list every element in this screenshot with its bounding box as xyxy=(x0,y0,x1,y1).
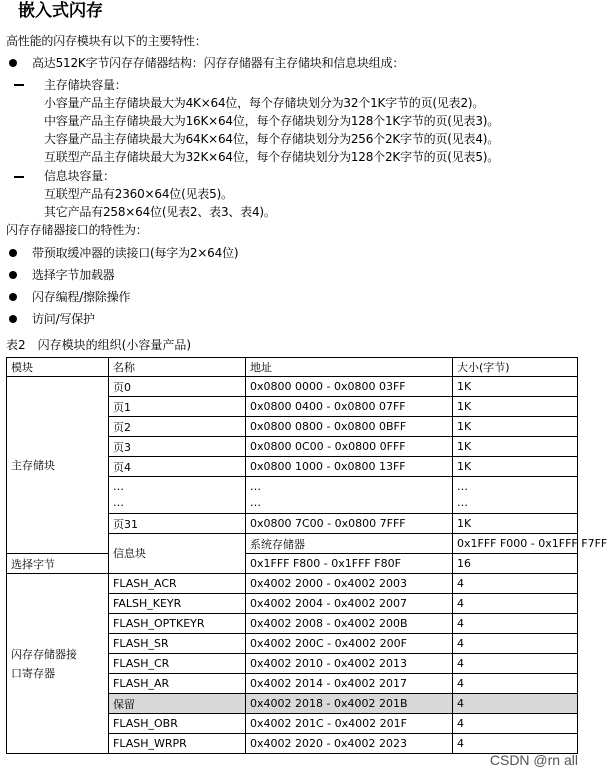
dash-icon xyxy=(14,176,24,178)
cell-name: FLASH_CR xyxy=(109,654,246,674)
main-block-line: 互联型产品主存储块最大为32K×64位，每个存储块划分为128个2K字节的页(见表5)。 xyxy=(44,150,500,164)
main-block-line: 大容量产品主存储块最大为64K×64位，每个存储块划分为256个2K字节的页(见表4)。 xyxy=(44,132,500,146)
cell-size: 4 xyxy=(453,654,578,674)
page-title: 嵌入式闪存 xyxy=(18,1,103,21)
feature-structure: 高达512K字节闪存存储器结构：闪存存储器有主存储块和信息块组成： xyxy=(32,56,405,70)
header-module: 模块 xyxy=(7,358,109,377)
cell-address xyxy=(246,477,453,514)
main-block-line: 小容量产品主存储块最大为4K×64位，每个存储块划分为32个1K字节的页(见表2)。 xyxy=(44,96,485,110)
interface-feature: 选择字节加载器 xyxy=(32,268,115,282)
cell-name: FLASH_ACR xyxy=(109,574,246,594)
cell-address: 0x0800 0400 - 0x0800 07FF xyxy=(246,397,453,417)
cell-name: FLASH_OBR xyxy=(109,714,246,734)
ellipsis: … xyxy=(113,480,124,493)
interface-intro: 闪存存储器接口的特性为： xyxy=(6,223,148,237)
cell-name: FLASH_WRPR xyxy=(109,734,246,754)
cell-address: 0x4002 2010 - 0x4002 2013 xyxy=(246,654,453,674)
cell-address: 0x4002 2004 - 0x4002 2007 xyxy=(246,594,453,614)
cell-size: 4 xyxy=(453,574,578,594)
interface-feature: 闪存编程/擦除操作 xyxy=(32,290,131,304)
ellipsis: … xyxy=(250,496,261,509)
cell-address: 0x1FFF F000 - 0x1FFF F7FF xyxy=(453,534,578,554)
cell-address: 0x4002 2020 - 0x4002 2023 xyxy=(246,734,453,754)
cell-size: 4 xyxy=(453,614,578,634)
watermark: CSDN @rn all xyxy=(489,752,578,768)
ellipsis: … xyxy=(113,496,124,509)
cell-address: 0x4002 2014 - 0x4002 2017 xyxy=(246,674,453,694)
header-address: 地址 xyxy=(246,358,453,377)
cell-size: 4 xyxy=(453,734,578,754)
cell-name: FLASH_SR xyxy=(109,634,246,654)
group-interface-registers: 闪存存储器接口寄存器 xyxy=(7,574,109,754)
cell-name: 选择字节 xyxy=(7,554,109,574)
cell-size: 1K xyxy=(453,397,578,417)
cell-name: 页4 xyxy=(109,457,246,477)
cell-address: 0x4002 2018 - 0x4002 201B xyxy=(246,694,453,714)
cell-name: 页2 xyxy=(109,417,246,437)
bullet-icon xyxy=(9,293,17,301)
table-caption: 表2 闪存模块的组织(小容量产品) xyxy=(6,338,191,352)
ellipsis: … xyxy=(457,480,468,493)
cell-size: 4 xyxy=(453,694,578,714)
cell-size: 1K xyxy=(453,437,578,457)
cell-size: 1K xyxy=(453,514,578,534)
cell-address: 0x0800 0800 - 0x0800 0BFF xyxy=(246,417,453,437)
cell-name: 保留 xyxy=(109,694,246,714)
table-row xyxy=(7,574,578,594)
interface-feature: 带预取缓冲器的读接口(每字为2×64位) xyxy=(32,246,239,260)
cell-size: 4 xyxy=(453,634,578,654)
cell-address: 0x4002 200C - 0x4002 200F xyxy=(246,634,453,654)
ellipsis: … xyxy=(457,496,468,509)
table-header-row xyxy=(7,358,578,377)
cell-name: FALSH_KEYR xyxy=(109,594,246,614)
bullet-icon xyxy=(9,59,17,67)
cell-name: 页0 xyxy=(109,377,246,397)
cell-size: 1K xyxy=(453,417,578,437)
group-main-block: 主存储块 xyxy=(7,377,109,554)
cell-address: 0x0800 0000 - 0x0800 03FF xyxy=(246,377,453,397)
bullet-icon xyxy=(9,271,17,279)
cell-size: 4 xyxy=(453,714,578,734)
main-block-line: 中容量产品主存储块最大为16K×64位，每个存储块划分为128个1K字节的页(见表3)。 xyxy=(44,114,500,128)
bullet-icon xyxy=(9,315,17,323)
cell-name: FLASH_OPTKEYR xyxy=(109,614,246,634)
cell-size: 1K xyxy=(453,457,578,477)
bullet-icon xyxy=(9,249,17,257)
cell-name: 页31 xyxy=(109,514,246,534)
dash-icon xyxy=(14,84,24,86)
cell-name: 系统存储器 xyxy=(246,534,453,554)
intro-text: 高性能的闪存模块有以下的主要特性： xyxy=(6,34,207,48)
info-block-line: 其它产品有258×64位(见表2、表3、表4)。 xyxy=(44,205,276,219)
flash-organization-table xyxy=(6,357,607,754)
main-block-heading: 主存储块容量： xyxy=(44,78,127,92)
table-row xyxy=(7,377,578,397)
header-name: 名称 xyxy=(109,358,246,377)
info-block-line: 互联型产品有2360×64位(见表5)。 xyxy=(44,187,233,201)
ellipsis: … xyxy=(250,480,261,493)
cell-name: 页3 xyxy=(109,437,246,457)
cell-address: 0x1FFF F800 - 0x1FFF F80F xyxy=(246,554,453,574)
cell-address: 0x0800 7C00 - 0x0800 7FFF xyxy=(246,514,453,534)
cell-address: 0x0800 1000 - 0x0800 13FF xyxy=(246,457,453,477)
table-row xyxy=(7,554,578,574)
cell-address: 0x4002 2008 - 0x4002 200B xyxy=(246,614,453,634)
cell-name xyxy=(109,477,246,514)
cell-address: 0x4002 2000 - 0x4002 2003 xyxy=(246,574,453,594)
info-block-heading: 信息块容量： xyxy=(44,169,115,183)
cell-size: 1K xyxy=(453,377,578,397)
cell-name: 页1 xyxy=(109,397,246,417)
header-size: 大小(字节) xyxy=(453,358,578,377)
cell-size: 16 xyxy=(453,554,578,574)
interface-feature: 访问/写保护 xyxy=(32,312,95,326)
cell-size xyxy=(453,477,578,514)
cell-name: FLASH_AR xyxy=(109,674,246,694)
cell-address: 0x4002 201C - 0x4002 201F xyxy=(246,714,453,734)
group-info-block: 信息块 xyxy=(109,534,246,574)
cell-size: 4 xyxy=(453,594,578,614)
cell-address: 0x0800 0C00 - 0x0800 0FFF xyxy=(246,437,453,457)
cell-size: 4 xyxy=(453,674,578,694)
